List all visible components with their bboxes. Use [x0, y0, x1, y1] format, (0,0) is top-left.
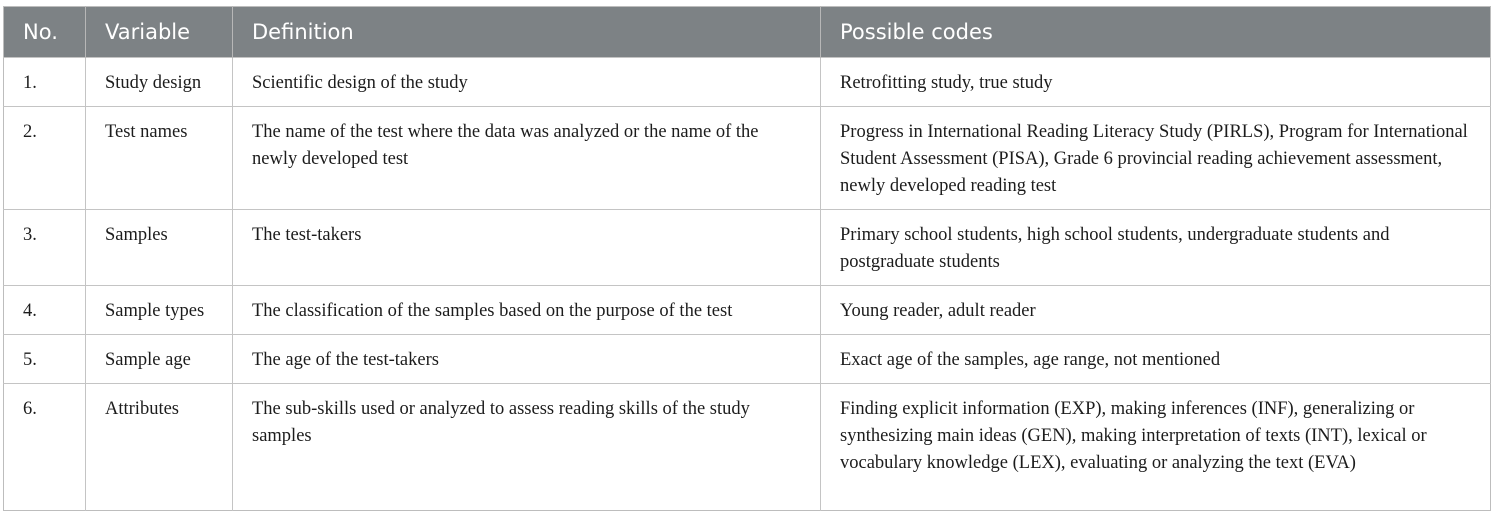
- table-row: [4, 58, 1491, 107]
- cell-definition: The test-takers: [233, 210, 821, 286]
- cell-variable: Attributes: [86, 384, 233, 511]
- cell-definition: The name of the test where the data was analyzed or the name of the newly developed test: [233, 107, 821, 210]
- cell-definition: The age of the test-takers: [233, 335, 821, 384]
- header-variable: Variable: [86, 7, 233, 58]
- cell-codes: Young reader, adult reader: [821, 286, 1491, 335]
- cell-codes: Progress in International Reading Literacy Study (PIRLS), Program for International Student Assessment (PISA), Grade 6 provincial reading achievement assessment, newly developed reading test: [821, 107, 1491, 210]
- cell-codes: Retrofitting study, true study: [821, 58, 1491, 107]
- cell-no: 2.: [4, 107, 86, 210]
- table-row: [4, 107, 1491, 210]
- cell-no: 4.: [4, 286, 86, 335]
- cell-no: 1.: [4, 58, 86, 107]
- cell-codes: Primary school students, high school students, undergraduate students and postgraduate students: [821, 210, 1491, 286]
- table-row: [4, 286, 1491, 335]
- cell-codes: Exact age of the samples, age range, not mentioned: [821, 335, 1491, 384]
- cell-definition: The sub-skills used or analyzed to assess reading skills of the study samples: [233, 384, 821, 511]
- table-row: [4, 335, 1491, 384]
- cell-variable: Sample age: [86, 335, 233, 384]
- cell-variable: Study design: [86, 58, 233, 107]
- cell-definition: The classification of the samples based on the purpose of the test: [233, 286, 821, 335]
- table-row: [4, 384, 1491, 511]
- table-row: [4, 210, 1491, 286]
- cell-definition: Scientific design of the study: [233, 58, 821, 107]
- table-body: [4, 58, 1491, 511]
- cell-codes: Finding explicit information (EXP), making inferences (INF), generalizing or synthesizing main ideas (GEN), making interpretation of texts (INT), lexical or vocabulary knowledge (LEX), evaluating or analyzing the text (EVA): [821, 384, 1491, 511]
- cell-no: 3.: [4, 210, 86, 286]
- cell-variable: Samples: [86, 210, 233, 286]
- coding-variables-table: [3, 6, 1491, 511]
- cell-variable: Test names: [86, 107, 233, 210]
- table-header: [4, 7, 1491, 58]
- header-possible-codes: Possible codes: [821, 7, 1491, 58]
- header-no: No.: [4, 7, 86, 58]
- header-row: [4, 7, 1491, 58]
- cell-no: 6.: [4, 384, 86, 511]
- cell-variable: Sample types: [86, 286, 233, 335]
- cell-no: 5.: [4, 335, 86, 384]
- header-definition: Definition: [233, 7, 821, 58]
